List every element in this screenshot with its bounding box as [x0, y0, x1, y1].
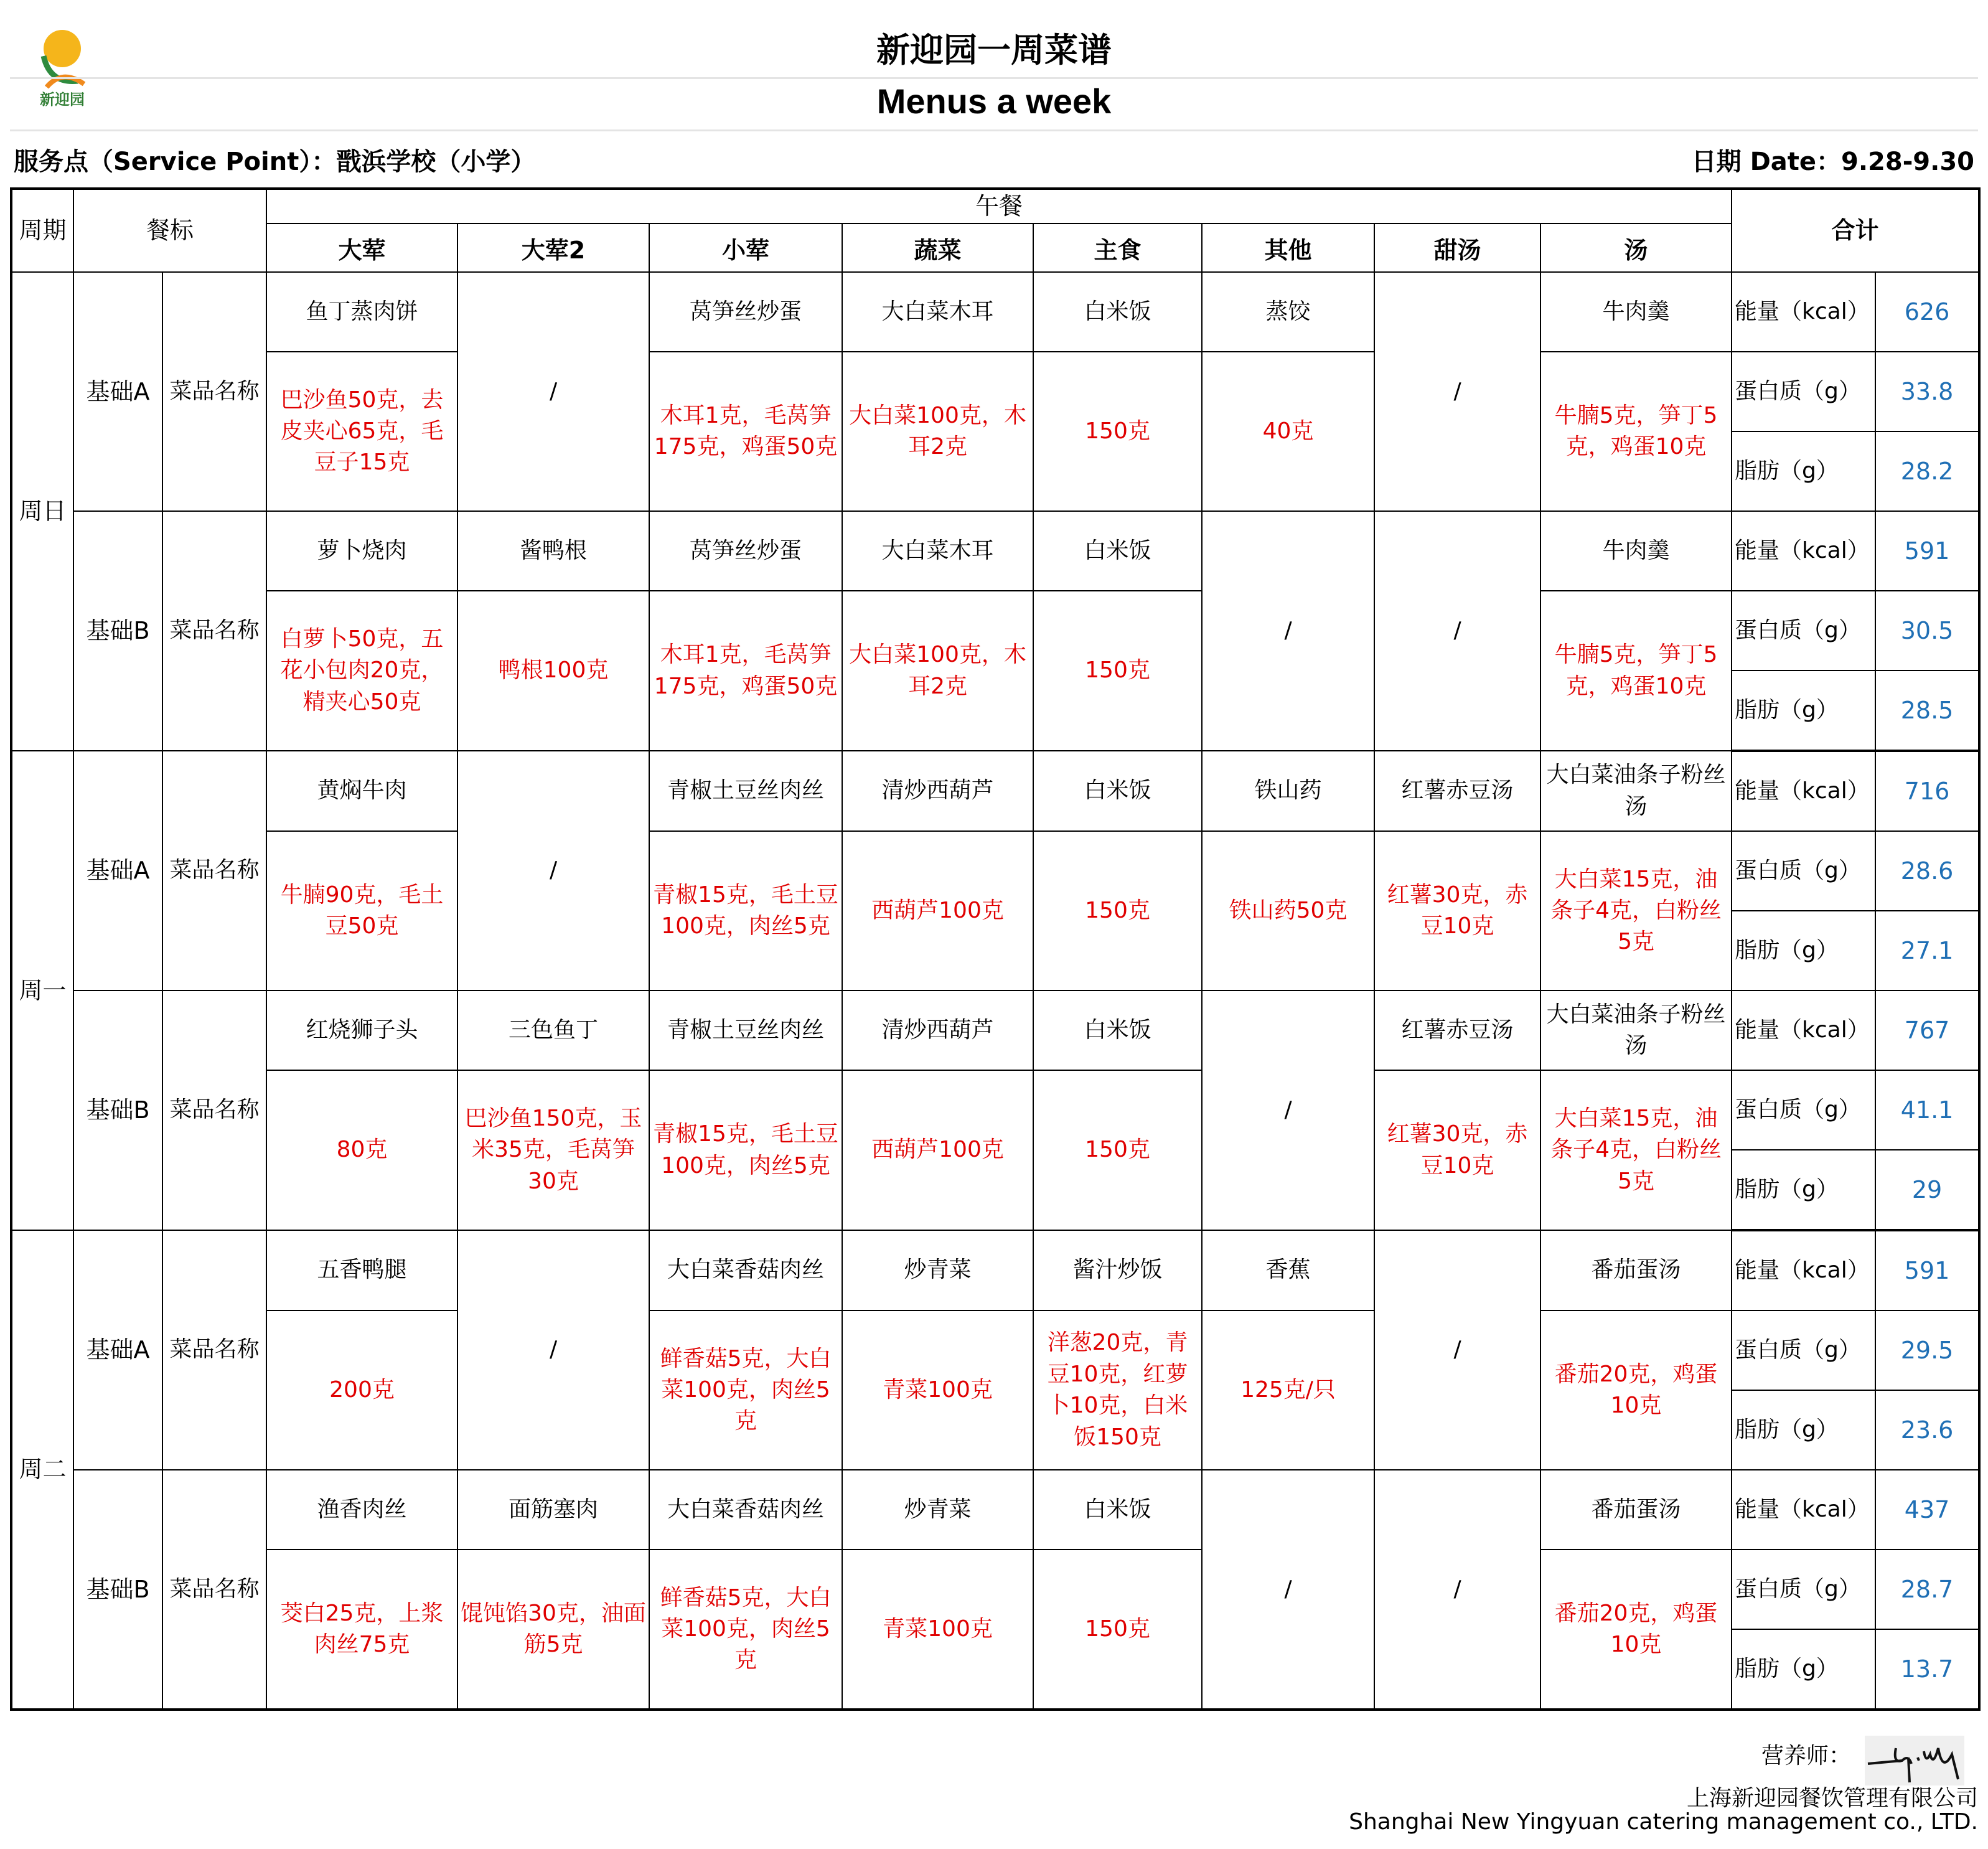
dish-name: 大白菜香菇肉丝 [649, 1470, 842, 1550]
table-row [11, 1470, 1979, 1550]
dish-name: 鱼丁蒸肉饼 [266, 272, 457, 352]
dish-ingredients: 青菜100克 [842, 1550, 1033, 1710]
dish-ingredients: 青椒15克，毛土豆100克，肉丝5克 [649, 831, 842, 990]
table-row [11, 990, 1979, 1070]
dish-ingredients: 150克 [1033, 352, 1202, 511]
nutrition-value: 29 [1875, 1150, 1979, 1230]
dish-name: 番茄蛋汤 [1540, 1230, 1732, 1310]
dish-ingredients: 巴沙鱼50克，去皮夹心65克，毛豆子15克 [266, 352, 457, 511]
nutritionist-signature [1865, 1736, 1964, 1785]
dish-name: 炒青菜 [842, 1470, 1033, 1550]
dish-ingredients: 80克 [266, 1070, 457, 1230]
nutrition-value: 13.7 [1875, 1629, 1979, 1710]
dish-ingredients: 红薯30克，赤豆10克 [1374, 1070, 1540, 1230]
dish-ingredients: 木耳1克，毛莴笋175克，鸡蛋50克 [649, 352, 842, 511]
column-header: 汤 [1540, 223, 1732, 272]
table-row [11, 751, 1979, 831]
dish-name: 莴笋丝炒蛋 [649, 511, 842, 591]
dish-name: 莴笋丝炒蛋 [649, 272, 842, 352]
dish-name: 番茄蛋汤 [1540, 1470, 1732, 1550]
empty-dish-slash: / [1374, 272, 1540, 511]
dish-name: 渔香肉丝 [266, 1470, 457, 1550]
divider [10, 129, 1978, 131]
empty-dish-slash: / [457, 751, 649, 990]
header-meal-standard: 餐标 [73, 189, 266, 272]
nutrition-value: 28.7 [1875, 1550, 1979, 1629]
nutrition-value: 23.6 [1875, 1390, 1979, 1470]
dish-ingredients: 牛腩90克，毛土豆50克 [266, 831, 457, 990]
table-row [11, 831, 1979, 911]
column-header: 主食 [1033, 223, 1202, 272]
nutrition-label: 蛋白质（g） [1732, 831, 1875, 911]
empty-dish-slash: / [1202, 1470, 1374, 1710]
table-row [11, 272, 1979, 352]
dish-ingredients: 大白菜100克，木耳2克 [842, 352, 1033, 511]
empty-dish-slash: / [1374, 511, 1540, 751]
dish-name: 青椒土豆丝肉丝 [649, 990, 842, 1070]
dish-name: 大白菜木耳 [842, 272, 1033, 352]
empty-dish-slash: / [1374, 1470, 1540, 1710]
dish-label: 菜品名称 [162, 272, 266, 511]
nutrition-value: 28.6 [1875, 831, 1979, 911]
dish-ingredients: 150克 [1033, 1550, 1202, 1710]
dish-name: 大白菜木耳 [842, 511, 1033, 591]
dish-ingredients: 125克/只 [1202, 1310, 1374, 1470]
nutrition-label: 脂肪（g） [1732, 670, 1875, 751]
dish-name: 红薯赤豆汤 [1374, 751, 1540, 831]
nutrition-label: 蛋白质（g） [1732, 1550, 1875, 1629]
service-point: 服务点（Service Point）：戬浜学校（小学） [14, 148, 536, 176]
dish-name: 大白菜油条子粉丝汤 [1540, 990, 1732, 1070]
dish-name: 白米饭 [1033, 511, 1202, 591]
column-header: 大荤2 [457, 223, 649, 272]
nutrition-label: 蛋白质（g） [1732, 591, 1875, 670]
dish-ingredients: 40克 [1202, 352, 1374, 511]
page-title: 新迎园一周菜谱 [876, 31, 1112, 70]
dish-name: 白米饭 [1033, 272, 1202, 352]
nutrition-label: 蛋白质（g） [1732, 1310, 1875, 1390]
dish-ingredients: 番茄20克，鸡蛋10克 [1540, 1550, 1732, 1710]
dish-name: 铁山药 [1202, 751, 1374, 831]
dish-name: 三色鱼丁 [457, 990, 649, 1070]
nutrition-label: 能量（kcal） [1732, 1230, 1875, 1310]
dish-name: 萝卜烧肉 [266, 511, 457, 591]
meal-label: 基础A [73, 272, 162, 511]
meal-label: 基础A [73, 751, 162, 990]
dish-name: 青椒土豆丝肉丝 [649, 751, 842, 831]
nutrition-label: 蛋白质（g） [1732, 352, 1875, 431]
table-row [11, 1550, 1979, 1629]
column-header: 大荤 [266, 223, 457, 272]
nutritionist-label: 营养师： [1761, 1743, 1852, 1769]
nutrition-label: 蛋白质（g） [1732, 1070, 1875, 1150]
nutrition-value: 41.1 [1875, 1070, 1979, 1150]
nutrition-value: 30.5 [1875, 591, 1979, 670]
meal-label: 基础B [73, 990, 162, 1230]
column-header: 小荤 [649, 223, 842, 272]
dish-name: 红薯赤豆汤 [1374, 990, 1540, 1070]
dish-ingredients: 青椒15克，毛土豆100克，肉丝5克 [649, 1070, 842, 1230]
nutrition-label: 能量（kcal） [1732, 272, 1875, 352]
table-row [11, 511, 1979, 591]
dish-name: 清炒西葫芦 [842, 751, 1033, 831]
dish-ingredients: 茭白25克，上浆肉丝75克 [266, 1550, 457, 1710]
meal-label: 基础A [73, 1230, 162, 1470]
dish-ingredients: 巴沙鱼150克，玉米35克，毛莴笋30克 [457, 1070, 649, 1230]
dish-ingredients: 大白菜15克，油条子4克，白粉丝5克 [1540, 1070, 1732, 1230]
table-row [11, 352, 1979, 431]
nutrition-value: 33.8 [1875, 352, 1979, 431]
dish-name: 炒青菜 [842, 1230, 1033, 1310]
empty-dish-slash: / [457, 272, 649, 511]
table-row [11, 1070, 1979, 1150]
date-range: 日期 Date：9.28-9.30 [1691, 148, 1974, 176]
dish-name: 白米饭 [1033, 1470, 1202, 1550]
dish-ingredients: 洋葱20克，青豆10克，红萝卜10克，白米饭150克 [1033, 1310, 1202, 1470]
dish-label: 菜品名称 [162, 1230, 266, 1470]
nutrition-label: 能量（kcal） [1732, 511, 1875, 591]
dish-ingredients: 馄饨馅30克，油面筋5克 [457, 1550, 649, 1710]
nutrition-value: 591 [1875, 511, 1979, 591]
nutrition-label: 脂肪（g） [1732, 1629, 1875, 1710]
empty-dish-slash: / [1202, 511, 1374, 751]
dish-ingredients: 150克 [1033, 591, 1202, 751]
dish-label: 菜品名称 [162, 1470, 266, 1710]
dish-ingredients: 木耳1克，毛莴笋175克，鸡蛋50克 [649, 591, 842, 751]
dish-name: 黄焖牛肉 [266, 751, 457, 831]
company-name-en: Shanghai New Yingyuan catering management co., LTD. [1349, 1809, 1978, 1835]
dish-ingredients: 鸭根100克 [457, 591, 649, 751]
empty-dish-slash: / [457, 1230, 649, 1470]
divider [10, 77, 1978, 79]
dish-name: 牛肉羹 [1540, 272, 1732, 352]
table-row [11, 591, 1979, 670]
dish-ingredients: 鲜香菇5克，大白菜100克，肉丝5克 [649, 1550, 842, 1710]
dish-name: 牛肉羹 [1540, 511, 1732, 591]
day-label: 周日 [11, 272, 73, 751]
dish-label: 菜品名称 [162, 990, 266, 1230]
header-total: 合计 [1732, 189, 1979, 272]
table-row [11, 1230, 1979, 1310]
dish-ingredients: 牛腩5克，笋丁5克，鸡蛋10克 [1540, 591, 1732, 751]
dish-name: 红烧狮子头 [266, 990, 457, 1070]
dish-ingredients: 牛腩5克，笋丁5克，鸡蛋10克 [1540, 352, 1732, 511]
dish-ingredients: 大白菜100克，木耳2克 [842, 591, 1033, 751]
meal-label: 基础B [73, 511, 162, 751]
dish-ingredients: 西葫芦100克 [842, 831, 1033, 990]
dish-ingredients: 大白菜15克，油条子4克，白粉丝5克 [1540, 831, 1732, 990]
dish-ingredients: 白萝卜50克，五花小包肉20克，精夹心50克 [266, 591, 457, 751]
dish-ingredients: 番茄20克，鸡蛋10克 [1540, 1310, 1732, 1470]
dish-ingredients: 青菜100克 [842, 1310, 1033, 1470]
dish-name: 白米饭 [1033, 990, 1202, 1070]
menu-table [10, 187, 1981, 1711]
column-header: 其他 [1202, 223, 1374, 272]
dish-name: 大白菜香菇肉丝 [649, 1230, 842, 1310]
dish-label: 菜品名称 [162, 511, 266, 751]
nutrition-label: 脂肪（g） [1732, 911, 1875, 990]
dish-name: 酱鸭根 [457, 511, 649, 591]
table-row [11, 1310, 1979, 1390]
page-subtitle: Menus a week [876, 82, 1112, 121]
header-period: 周期 [11, 189, 73, 272]
nutrition-label: 脂肪（g） [1732, 1150, 1875, 1230]
dish-ingredients: 150克 [1033, 831, 1202, 990]
day-label: 周二 [11, 1230, 73, 1710]
nutrition-value: 29.5 [1875, 1310, 1979, 1390]
nutrition-value: 27.1 [1875, 911, 1979, 990]
nutrition-label: 能量（kcal） [1732, 990, 1875, 1070]
dish-label: 菜品名称 [162, 751, 266, 990]
nutrition-label: 脂肪（g） [1732, 431, 1875, 511]
day-label: 周一 [11, 751, 73, 1230]
nutrition-label: 能量（kcal） [1732, 1470, 1875, 1550]
svg-text:新迎园: 新迎园 [40, 91, 85, 108]
dish-name: 五香鸭腿 [266, 1230, 457, 1310]
dish-name: 清炒西葫芦 [842, 990, 1033, 1070]
dish-ingredients: 红薯30克，赤豆10克 [1374, 831, 1540, 990]
nutrition-value: 28.5 [1875, 670, 1979, 751]
company-name-cn: 上海新迎园餐饮管理有限公司 [1686, 1785, 1978, 1811]
dish-name: 香蕉 [1202, 1230, 1374, 1310]
dish-name: 大白菜油条子粉丝汤 [1540, 751, 1732, 831]
nutrition-value: 28.2 [1875, 431, 1979, 511]
nutrition-label: 脂肪（g） [1732, 1390, 1875, 1470]
dish-ingredients: 铁山药50克 [1202, 831, 1374, 990]
dish-name: 酱汁炒饭 [1033, 1230, 1202, 1310]
dish-ingredients: 200克 [266, 1310, 457, 1470]
empty-dish-slash: / [1202, 990, 1374, 1230]
dish-name: 白米饭 [1033, 751, 1202, 831]
dish-ingredients: 150克 [1033, 1070, 1202, 1230]
empty-dish-slash: / [1374, 1230, 1540, 1470]
column-header: 甜汤 [1374, 223, 1540, 272]
meal-label: 基础B [73, 1470, 162, 1710]
nutrition-value: 626 [1875, 272, 1979, 352]
dish-ingredients: 鲜香菇5克，大白菜100克，肉丝5克 [649, 1310, 842, 1470]
nutrition-value: 591 [1875, 1230, 1979, 1310]
dish-name: 蒸饺 [1202, 272, 1374, 352]
nutrition-value: 716 [1875, 751, 1979, 831]
nutrition-value: 767 [1875, 990, 1979, 1070]
dish-name: 面筋塞肉 [457, 1470, 649, 1550]
column-header: 蔬菜 [842, 223, 1033, 272]
dish-ingredients: 西葫芦100克 [842, 1070, 1033, 1230]
nutrition-label: 能量（kcal） [1732, 751, 1875, 831]
header-lunch: 午餐 [266, 189, 1732, 223]
nutrition-value: 437 [1875, 1470, 1979, 1550]
